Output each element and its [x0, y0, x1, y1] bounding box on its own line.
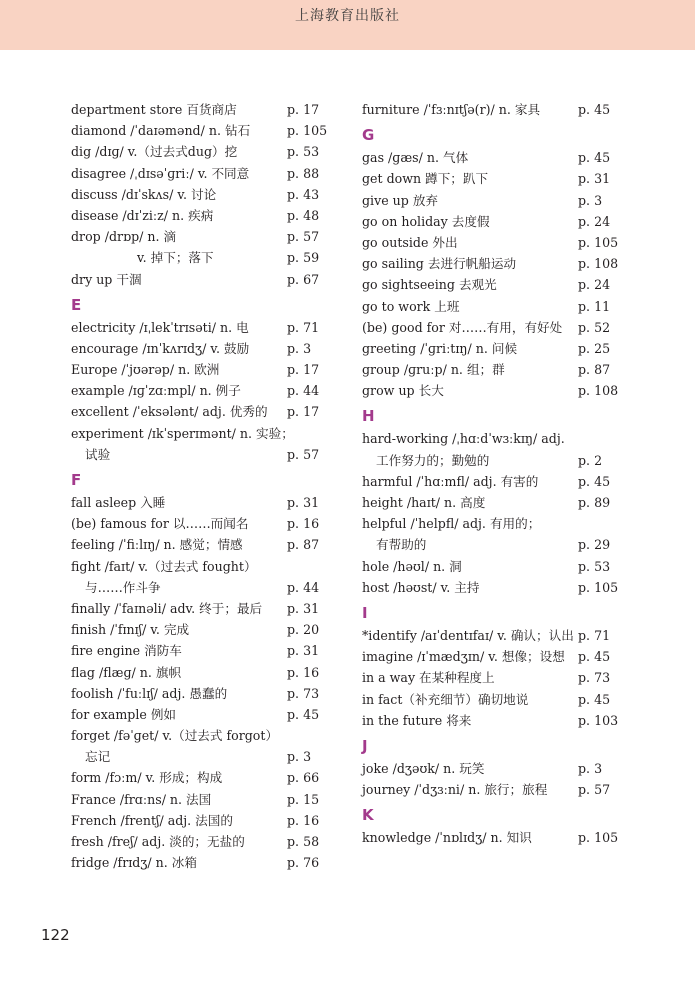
entry-page-ref: p. 31: [287, 600, 320, 616]
glossary-entry: [362, 428, 612, 449]
entry-term: electricity /ɪˌlekˈtrɪsəti/ n. 电: [71, 319, 249, 335]
entry-page-ref: p. 76: [287, 855, 320, 871]
page-number: 122: [41, 926, 70, 944]
glossary-entry: [71, 513, 326, 534]
entry-term: encourage /ɪnˈkʌrɪdʒ/ v. 鼓励: [71, 340, 250, 356]
entry-term: example /ɪɡˈzɑːmpl/ n. 例子: [71, 383, 241, 399]
glossary-entry: [362, 513, 612, 534]
entry-term: finally /ˈfaɪnəli/ adv. 终于；最后: [71, 600, 263, 616]
section-letter: E: [71, 295, 82, 314]
glossary-right-column: [362, 99, 619, 848]
entry-page-ref: p. 11: [578, 298, 611, 314]
entry-page-ref: p. 105: [578, 579, 619, 595]
entry-term: finish /ˈfɪnɪʃ/ v. 完成: [71, 622, 190, 638]
entry-term: French /frentʃ/ adj. 法国的: [71, 812, 233, 828]
entry-page-ref: p. 20: [287, 622, 320, 638]
entry-term: disagree /ˌdɪsəˈɡriː/ v. 不同意: [71, 165, 250, 181]
entry-term: *identify /aɪˈdentɪfaɪ/ v. 确认；认出: [362, 627, 574, 643]
entry-term: dry up 干涸: [71, 271, 142, 287]
entry-page-ref: p. 53: [578, 558, 611, 574]
entry-page-ref: p. 73: [578, 670, 611, 686]
entry-term: Europe /ˈjʊərəp/ n. 欧洲: [71, 362, 220, 378]
section-letter: G: [362, 126, 375, 145]
entry-page-ref: p. 45: [578, 150, 611, 166]
glossary-entry: [71, 205, 326, 226]
entry-term: furniture /ˈfɜːnɪtʃə(r)/ n. 家具: [362, 102, 541, 117]
glossary-entry: [71, 99, 326, 120]
entry-term: group /ɡruːp/ n. 组；群: [362, 362, 505, 378]
entry-term: form /fɔːm/ v. 形成；构成: [71, 770, 223, 786]
section-letter: J: [362, 736, 368, 755]
section-letter: H: [362, 407, 375, 426]
entry-page-ref: p. 66: [287, 770, 320, 786]
glossary-entry: [71, 247, 326, 268]
glossary-entry: [71, 338, 326, 359]
entry-term: hard-working /ˌhɑːdˈwɜːkɪŋ/ adj.: [362, 431, 565, 447]
glossary-entry: [362, 577, 619, 598]
glossary-entry: [362, 827, 619, 848]
entry-page-ref: p. 45: [578, 649, 611, 665]
glossary-entry: [362, 190, 612, 211]
entry-term: excellent /ˈeksələnt/ adj. 优秀的: [71, 404, 268, 420]
entry-page-ref: p. 45: [578, 691, 611, 707]
glossary-entry: [71, 683, 326, 704]
entry-term: hole /həʊl/ n. 洞: [362, 558, 462, 574]
entry-page-ref: p. 29: [578, 537, 611, 553]
glossary-entry: [71, 767, 326, 788]
glossary-entry: [362, 492, 612, 513]
glossary-entry: [362, 646, 612, 667]
glossary-entry: [71, 640, 326, 661]
page-header: [0, 0, 695, 50]
entry-page-ref: p. 17: [287, 102, 320, 117]
entry-term: fire engine 消防车: [71, 643, 182, 659]
glossary-entry: [71, 141, 326, 162]
entry-page-ref: p. 31: [578, 171, 611, 187]
glossary-entry: [71, 746, 326, 767]
entry-term: gas /ɡæs/ n. 气体: [362, 150, 469, 166]
glossary-entry: [71, 492, 326, 513]
entry-term: go sailing 去进行帆船运动: [362, 256, 517, 272]
entry-term: in a way 在某种程度上: [362, 670, 495, 686]
entry-page-ref: p. 71: [578, 627, 611, 643]
glossary-entry: [362, 710, 619, 731]
entry-term: foolish /ˈfuːlɪʃ/ adj. 愚蠢的: [71, 685, 228, 701]
entry-page-ref: p. 87: [287, 537, 320, 553]
entry-page-ref: p. 31: [287, 643, 320, 659]
entry-page-ref: p. 87: [578, 362, 611, 378]
glossary-entry: [71, 810, 326, 831]
section-letter: F: [71, 471, 82, 489]
glossary-entry: [71, 184, 326, 205]
entry-term: 试验: [85, 446, 111, 462]
glossary-entry: [71, 534, 326, 555]
entry-term: go outside 外出: [362, 234, 458, 250]
glossary-entry: [71, 423, 326, 444]
entry-term: grow up 长大: [362, 383, 444, 399]
entry-page-ref: p. 58: [287, 834, 320, 849]
glossary-entry: [362, 758, 612, 779]
entry-term: discuss /dɪˈskʌs/ v. 讨论: [71, 186, 217, 202]
entry-term: fall asleep 入睡: [71, 495, 166, 510]
entry-term: greeting /ˈɡriːtɪŋ/ n. 问候: [362, 340, 518, 356]
entry-page-ref: p. 73: [287, 685, 320, 701]
glossary-entry: [362, 274, 612, 295]
entry-term: fight /faɪt/ v.（过去式 fought）: [71, 558, 257, 574]
entry-term: harmful /ˈhɑːmfl/ adj. 有害的: [362, 473, 539, 489]
entry-term: 与……作斗争: [85, 579, 161, 595]
glossary-entry: [362, 296, 612, 317]
glossary-entry: [362, 667, 612, 688]
entry-page-ref: p. 103: [578, 712, 619, 728]
entry-page-ref: p. 108: [578, 383, 619, 399]
entry-page-ref: p. 45: [578, 102, 611, 117]
entry-term: 工作努力的；勤勉的: [376, 452, 490, 468]
glossary-entry: [362, 556, 612, 577]
glossary-entry: [71, 380, 326, 401]
entry-page-ref: p. 105: [578, 234, 619, 250]
entry-page-ref: p. 71: [287, 319, 320, 335]
glossary-entry: [71, 831, 326, 852]
entry-page-ref: p. 16: [287, 664, 320, 680]
entry-term: forget /fəˈɡet/ v.（过去式 forgot）: [71, 728, 279, 744]
glossary-entry: [362, 253, 619, 274]
entry-page-ref: p. 3: [287, 340, 312, 356]
entry-term: experiment /ɪkˈsperɪmənt/ n. 实验；: [71, 425, 294, 441]
entry-page-ref: p. 44: [287, 579, 320, 595]
entry-term: height /haɪt/ n. 高度: [362, 495, 486, 510]
glossary-entry: [71, 598, 326, 619]
glossary-entry: [362, 380, 619, 401]
glossary-entry: [362, 450, 612, 471]
entry-term: (be) famous for 以……而闻名: [71, 516, 249, 532]
entry-page-ref: p. 57: [578, 782, 611, 798]
entry-term: 有帮助的: [376, 537, 427, 553]
entry-page-ref: p. 3: [578, 760, 603, 776]
section-letter: I: [362, 603, 368, 622]
entry-term: (be) good for 对……有用，有好处: [362, 319, 563, 335]
glossary-left-column: [71, 99, 326, 873]
entry-page-ref: p. 105: [287, 123, 328, 139]
entry-page-ref: p. 16: [287, 516, 320, 532]
entry-term: in the future 将来: [362, 712, 472, 728]
entry-page-ref: p. 53: [287, 144, 320, 160]
glossary-entry: [362, 534, 612, 555]
glossary-entry: [71, 444, 326, 465]
glossary-entry: [362, 232, 619, 253]
entry-page-ref: p. 31: [287, 495, 320, 510]
entry-page-ref: p. 108: [578, 256, 619, 272]
glossary-entry: [362, 168, 612, 189]
glossary-entry: [71, 120, 326, 141]
entry-term: drop /drɒp/ n. 滴: [71, 229, 177, 245]
entry-page-ref: p. 89: [578, 495, 611, 510]
entry-term: diamond /ˈdaɪəmənd/ n. 钻石: [71, 123, 251, 139]
entry-term: v. 掉下；落下: [137, 250, 214, 266]
entry-page-ref: p. 67: [287, 271, 320, 287]
entry-term: journey /ˈdʒɜːni/ n. 旅行；旅程: [362, 782, 548, 798]
entry-page-ref: p. 45: [578, 473, 611, 489]
glossary-entry: [71, 556, 326, 577]
entry-page-ref: p. 45: [287, 706, 320, 722]
glossary-entry: [362, 99, 612, 120]
entry-term: department store 百货商店: [71, 102, 237, 117]
glossary-entry: [362, 147, 612, 168]
entry-term: helpful /ˈhelpfl/ adj. 有用的；: [362, 516, 541, 532]
entry-page-ref: p. 3: [287, 749, 312, 765]
glossary-entry: [71, 852, 326, 873]
glossary-entry: [71, 359, 326, 380]
entry-term: imagine /ɪˈmædʒɪn/ v. 想像；设想: [362, 649, 565, 665]
entry-page-ref: p. 24: [578, 277, 611, 293]
entry-page-ref: p. 25: [578, 340, 611, 356]
entry-page-ref: p. 52: [578, 319, 611, 335]
entry-page-ref: p. 16: [287, 812, 320, 828]
section-letter: K: [362, 806, 374, 825]
glossary-entry: [362, 689, 612, 710]
glossary-entry: [71, 226, 326, 247]
glossary-entry: [71, 789, 326, 810]
entry-page-ref: p. 48: [287, 207, 320, 223]
glossary-entry: [362, 471, 612, 492]
entry-term: joke /dʒəʊk/ n. 玩笑: [362, 760, 485, 776]
entry-term: feeling /ˈfiːlɪŋ/ n. 感觉；情感: [71, 537, 243, 553]
entry-term: dig /dɪɡ/ v.（过去式dug）挖: [71, 144, 238, 160]
entry-page-ref: p. 15: [287, 791, 320, 807]
glossary-entry: [362, 359, 612, 380]
glossary-entry: [362, 779, 612, 800]
glossary-entry: [362, 338, 612, 359]
entry-page-ref: p. 88: [287, 165, 320, 181]
entry-term: 忘记: [85, 749, 111, 765]
glossary-entry: [362, 317, 612, 338]
entry-term: go on holiday 去度假: [362, 213, 490, 229]
glossary-entry: [71, 662, 326, 683]
entry-term: in fact（补充细节）确切地说: [362, 691, 529, 707]
entry-term: fresh /freʃ/ adj. 淡的；无盐的: [71, 834, 245, 849]
entry-page-ref: p. 2: [578, 452, 603, 468]
glossary-entry: [71, 704, 326, 725]
entry-page-ref: p. 44: [287, 383, 320, 399]
entry-page-ref: p. 57: [287, 229, 320, 245]
glossary-entry: [71, 725, 326, 746]
glossary-entry: [362, 211, 612, 232]
entry-page-ref: p. 3: [578, 192, 603, 208]
entry-page-ref: p. 59: [287, 250, 320, 266]
entry-term: give up 放弃: [362, 192, 439, 208]
entry-term: disease /dɪˈziːz/ n. 疾病: [71, 207, 214, 223]
entry-page-ref: p. 43: [287, 186, 320, 202]
entry-term: get down 蹲下；趴下: [362, 171, 489, 187]
entry-page-ref: p. 24: [578, 213, 611, 229]
glossary-entry: [71, 619, 326, 640]
glossary-entry: [71, 269, 326, 290]
publisher-title: 上海教育出版社: [295, 8, 400, 24]
entry-page-ref: p. 17: [287, 404, 320, 420]
entry-page-ref: p. 105: [578, 830, 619, 846]
entry-term: flag /flæɡ/ n. 旗帜: [71, 664, 182, 680]
glossary-entry: [71, 401, 326, 422]
glossary-entry: [71, 577, 326, 598]
entry-term: host /həʊst/ v. 主持: [362, 579, 480, 595]
entry-term: go sightseeing 去观光: [362, 277, 497, 293]
glossary-entry: [71, 317, 326, 338]
entry-term: fridge /frɪdʒ/ n. 冰箱: [71, 855, 197, 871]
entry-term: France /frɑːns/ n. 法国: [71, 791, 212, 807]
entry-page-ref: p. 17: [287, 362, 320, 378]
glossary-entry: [71, 163, 326, 184]
entry-term: knowledge /ˈnɒlɪdʒ/ n. 知识: [362, 830, 532, 846]
entry-page-ref: p. 57: [287, 446, 320, 462]
glossary-entry: [362, 625, 612, 646]
entry-term: go to work 上班: [362, 298, 460, 314]
entry-term: for example 例如: [71, 706, 177, 722]
